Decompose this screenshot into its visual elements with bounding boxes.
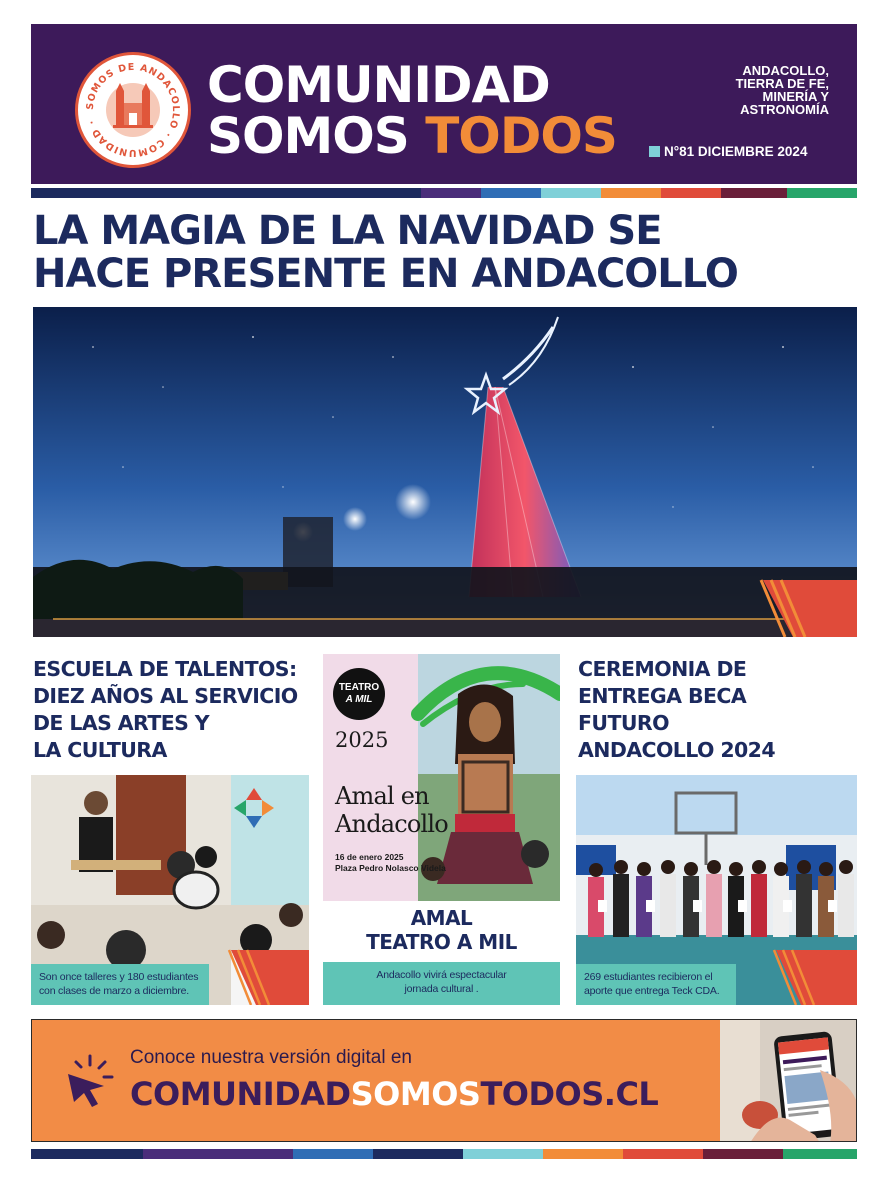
title-line: ENTREGA BECA bbox=[578, 684, 747, 708]
caption-line: Son once talleres y 180 estudiantes bbox=[39, 971, 199, 983]
title-line: CEREMONIA DE bbox=[578, 657, 747, 681]
title-line: ANDACOLLO 2024 bbox=[578, 738, 775, 762]
url-part: TODOS.CL bbox=[480, 1075, 659, 1113]
community-logo bbox=[75, 52, 191, 168]
masthead-title-line2 bbox=[207, 107, 617, 165]
poster-details bbox=[335, 852, 446, 874]
color-stripe-bottom bbox=[31, 1149, 857, 1159]
masthead-tagline bbox=[679, 64, 829, 116]
beca-futuro-caption bbox=[576, 964, 736, 1005]
phone-in-hand-image bbox=[720, 1020, 856, 1142]
article-title-beca-futuro bbox=[578, 656, 775, 764]
headline-line2: HACE PRESENTE EN ANDACOLLO bbox=[33, 251, 738, 297]
issue-number-date: N°81 DICIEMBRE 2024 bbox=[664, 144, 808, 159]
masthead bbox=[31, 24, 857, 184]
teatro-a-mil-poster bbox=[323, 654, 560, 901]
badge-line: A MIL bbox=[345, 694, 373, 705]
poster-date: 16 de enero 2025 bbox=[335, 852, 404, 862]
issue-info bbox=[649, 144, 807, 159]
banner-intro-text: Conoce nuestra versión digital en bbox=[130, 1047, 413, 1068]
tagline-line: ASTRONOMÍA bbox=[740, 102, 829, 117]
banner-website-link[interactable] bbox=[130, 1075, 658, 1113]
poster-year: 2025 bbox=[335, 728, 389, 752]
title-line: DE LAS ARTES Y bbox=[33, 711, 210, 735]
poster-title-line: Andacollo bbox=[335, 810, 448, 838]
issue-square-icon bbox=[649, 146, 660, 157]
url-part: COMUNIDAD bbox=[130, 1075, 351, 1113]
caption-line: 269 estudiantes recibieron el bbox=[584, 971, 713, 983]
article-title-escuela-talentos bbox=[33, 656, 298, 764]
logo-ring-text: SOMOS DE ANDACOLLO · COMUNIDAD · bbox=[84, 61, 182, 159]
poster-place: Plaza Pedro Nolasco Videla bbox=[335, 863, 446, 873]
caption-line: Andacollo vivirá espectacular bbox=[376, 969, 507, 981]
headline-line1: LA MAGIA DE LA NAVIDAD SE bbox=[33, 208, 662, 254]
poster-title bbox=[335, 782, 448, 838]
poster-title-line: Amal en bbox=[335, 782, 429, 810]
title-line: AMAL bbox=[410, 906, 473, 930]
escuela-talentos-caption bbox=[31, 964, 209, 1005]
caption-line: con clases de marzo a diciembre. bbox=[39, 985, 190, 997]
tagline-line: MINERÍA Y bbox=[762, 89, 829, 104]
url-part: SOMOS bbox=[350, 1075, 481, 1113]
teatro-a-mil-badge bbox=[333, 668, 385, 720]
masthead-title-somos: SOMOS bbox=[207, 107, 426, 165]
title-line: FUTURO bbox=[578, 711, 669, 735]
article-title-amal bbox=[323, 906, 560, 954]
title-line: ESCUELA DE TALENTOS: bbox=[33, 657, 297, 681]
title-line: LA CULTURA bbox=[33, 738, 167, 762]
caption-line: jornada cultural . bbox=[404, 983, 479, 995]
cursor-click-icon bbox=[60, 1050, 120, 1110]
title-line: TEATRO A MIL bbox=[366, 930, 517, 954]
caption-line: aporte que entrega Teck CDA. bbox=[584, 985, 720, 997]
title-line: DIEZ AÑOS AL SERVICIO bbox=[33, 684, 298, 708]
amal-caption bbox=[323, 962, 560, 1005]
masthead-title-todos: TODOS bbox=[425, 107, 617, 165]
digital-version-banner[interactable] bbox=[31, 1019, 857, 1142]
badge-line: TEATRO bbox=[338, 682, 380, 693]
hero-christmas-tree-photo bbox=[33, 307, 857, 637]
tagline-line: ANDACOLLO, bbox=[742, 63, 829, 78]
color-stripe-top bbox=[31, 188, 857, 198]
masthead-title-line1: COMUNIDAD bbox=[207, 56, 550, 114]
main-headline bbox=[33, 210, 853, 296]
tagline-line: TIERRA DE FE, bbox=[735, 76, 829, 91]
